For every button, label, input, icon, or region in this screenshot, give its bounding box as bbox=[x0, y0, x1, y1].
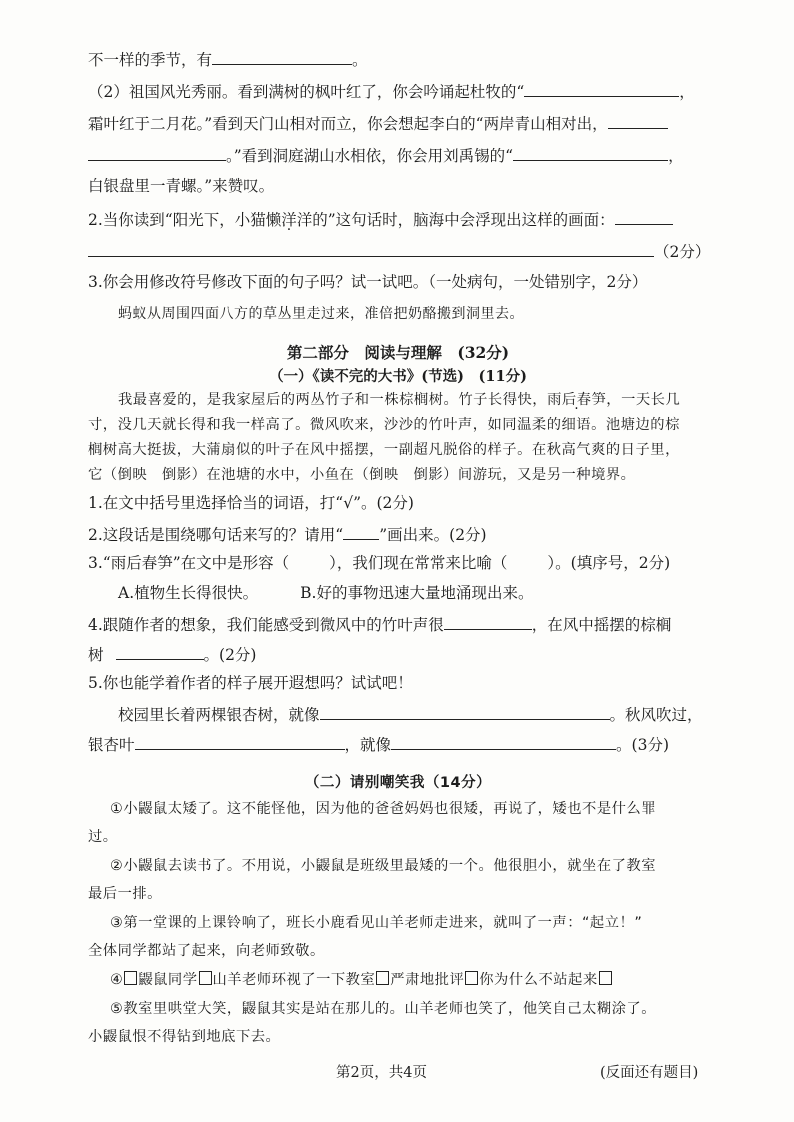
text: 蚂蚁从周围四面八方的草丛里走过来，准倍把奶酪搬到洞里去。 bbox=[118, 306, 524, 322]
story-para-2 bbox=[110, 855, 710, 877]
text: 。 bbox=[352, 51, 368, 69]
text: ”画出来。(2分) bbox=[379, 526, 487, 544]
underline-sample bbox=[343, 522, 379, 540]
text: 山羊老师环视了一下教室 bbox=[212, 972, 376, 988]
text: 5.你也能学着作者的样子展开遐想吗？试试吧！ bbox=[88, 674, 413, 692]
answer-blank[interactable] bbox=[88, 143, 226, 161]
text: 第二部分 阅读与理解 (32分) bbox=[286, 343, 510, 362]
story-para-1-cont bbox=[88, 826, 708, 848]
option-b: B.好的事物迅速大量地涌现出来。 bbox=[300, 584, 534, 602]
answer-blank[interactable] bbox=[116, 642, 204, 660]
option-a: A.植物生长得很快。 bbox=[118, 584, 259, 602]
text: 。(2分) bbox=[203, 646, 257, 664]
section1-title bbox=[88, 366, 708, 388]
punctuation-box[interactable] bbox=[124, 971, 137, 985]
story-para-2-cont bbox=[88, 883, 708, 905]
question-5-line-1 bbox=[118, 702, 708, 726]
story-para-3-cont bbox=[88, 940, 708, 962]
text: 的”这句话时，脑海中会浮现出这样的画面： bbox=[312, 211, 615, 229]
text: 榈树高大挺拔，大蒲扇似的叶子在风中摇摆，一副超凡脱俗的样子。在秋高气爽的日子里， bbox=[88, 442, 680, 458]
score: （2分） bbox=[654, 243, 711, 261]
text: 过。 bbox=[88, 829, 118, 845]
answer-blank[interactable] bbox=[391, 732, 616, 750]
question-1 bbox=[88, 492, 708, 514]
passage-line-2 bbox=[88, 414, 708, 436]
text: 。秋风吹过， bbox=[609, 706, 703, 724]
text: 最后一排。 bbox=[88, 886, 162, 902]
answer-blank[interactable] bbox=[524, 79, 679, 97]
text: ⑤教室里哄堂大笑，鼹鼠其实是站在那儿的。山羊老师也笑了，他笑自己太糊涂了。 bbox=[110, 1001, 657, 1017]
dotted-word: 雨后春笋 bbox=[547, 392, 607, 408]
text: 小鼹鼠恨不得钻到地底下去。 bbox=[88, 1029, 281, 1045]
text: 。”看到洞庭湖山水相依，你会用刘禹锡的“ bbox=[226, 147, 514, 165]
text: 你为什么不站起来 bbox=[479, 972, 598, 988]
answer-blank[interactable] bbox=[608, 111, 668, 129]
answer-blank[interactable] bbox=[135, 732, 345, 750]
answer-blank[interactable] bbox=[615, 207, 673, 225]
text: ②小鼹鼠去读书了。不用说，小鼹鼠是班级里最矮的一个。他很胆小，就坐在了教室 bbox=[110, 858, 657, 874]
text: ），我们现在常常来比喻（ bbox=[329, 554, 508, 572]
text: 鼹鼠同学 bbox=[138, 972, 198, 988]
passage-line-3 bbox=[88, 439, 708, 461]
answer-blank[interactable] bbox=[88, 239, 654, 257]
section2-title bbox=[88, 772, 708, 794]
line-liuyuxi bbox=[88, 143, 708, 167]
part2-title bbox=[88, 342, 708, 364]
text: 第2页，共4页 bbox=[336, 1065, 427, 1081]
text: 树 bbox=[88, 646, 104, 664]
text: 银杏叶 bbox=[88, 736, 135, 754]
text: ， bbox=[679, 83, 695, 101]
punctuation-box[interactable] bbox=[376, 971, 389, 985]
question-5-line-2 bbox=[88, 732, 708, 756]
text: （2）祖国风光秀丽。看到满树的枫叶红了，你会吟诵起杜牧的“ bbox=[88, 83, 525, 101]
story-para-1 bbox=[110, 798, 710, 820]
text: 它（倒映 倒影）在池塘的水中，小鱼在（倒映 倒影）间游玩，又是另一种境界。 bbox=[88, 467, 636, 483]
text: （一）《读不完的大书》(节选) (11分) bbox=[269, 368, 527, 385]
text: 校园里长着两棵银杏树，就像 bbox=[118, 706, 320, 724]
text: 白银盘里一青螺。”来赞叹。 bbox=[88, 177, 275, 195]
passage-line-1 bbox=[118, 389, 708, 411]
line-libai bbox=[88, 111, 708, 135]
line-zantan bbox=[88, 175, 708, 197]
question-4-cont bbox=[88, 642, 708, 666]
question-3-options bbox=[118, 582, 738, 604]
text: 2.当你读到“阳光下，小猫 bbox=[88, 211, 266, 229]
text: ①小鼹鼠太矮了。这不能怪他，因为他的爸爸妈妈也很矮，再说了，矮也不是什么罪 bbox=[110, 801, 657, 817]
dotted-word: 懒洋洋 bbox=[265, 211, 313, 229]
punctuation-box[interactable] bbox=[199, 971, 212, 985]
punctuation-box[interactable] bbox=[599, 971, 612, 985]
question-2-answer-line bbox=[88, 239, 711, 263]
story-para-5-cont bbox=[88, 1026, 708, 1048]
text: 3.你会用修改符号修改下面的句子吗？试一试吧。（一处病句，一处错别字，2分） bbox=[88, 273, 648, 291]
story-para-5 bbox=[110, 998, 710, 1020]
question-2 bbox=[88, 522, 708, 546]
passage-line-4 bbox=[88, 464, 708, 486]
question-5 bbox=[88, 672, 708, 694]
text: 1.在文中括号里选择恰当的词语，打“√”。(2分) bbox=[88, 494, 414, 512]
text: （二）请别嘲笑我（14分） bbox=[304, 775, 492, 791]
text: 3.“雨后春笋”在文中是形容（ bbox=[88, 554, 290, 572]
text: 不一样的季节，有 bbox=[88, 51, 213, 69]
text: ）。(填序号，2分) bbox=[547, 554, 671, 572]
reverse-side-note bbox=[600, 1062, 730, 1084]
punctuation-box[interactable] bbox=[465, 971, 478, 985]
page-number bbox=[336, 1062, 476, 1084]
question-3-revise bbox=[88, 271, 708, 293]
text: 严肃地批评 bbox=[390, 972, 465, 988]
text: ③第一堂课的上课铃响了，班长小鹿看见山羊老师走进来，就叫了一声：“起立！” bbox=[110, 915, 643, 931]
question-2-picture bbox=[88, 207, 708, 231]
text: 。(3分) bbox=[616, 736, 669, 754]
text: ，在风中摇摆的棕榈 bbox=[531, 616, 672, 634]
text: ④ bbox=[110, 972, 124, 988]
answer-blank[interactable] bbox=[444, 612, 532, 630]
question-4 bbox=[88, 612, 708, 636]
text: 4.跟随作者的想象，我们能感受到微风中的竹叶声很 bbox=[88, 616, 444, 634]
text: ， bbox=[668, 147, 684, 165]
answer-blank[interactable] bbox=[320, 702, 610, 720]
text: 霜叶红于二月花。”看到天门山相对而立，你会想起李白的“两岸青山相对出， bbox=[88, 115, 608, 133]
text: 寸，没几天就长得和我一样高了。微风吹来，沙沙的竹叶声，如同温柔的细语。池塘边的棕 bbox=[88, 417, 680, 433]
text: (反面还有题目) bbox=[600, 1065, 699, 1081]
answer-blank[interactable] bbox=[212, 47, 352, 65]
text: ，就像 bbox=[344, 736, 392, 754]
line-season bbox=[88, 47, 708, 71]
sentence-to-revise bbox=[118, 303, 738, 325]
question-3 bbox=[88, 552, 708, 574]
text: ，一天长几 bbox=[606, 392, 681, 408]
story-para-4-punctuation bbox=[110, 969, 710, 991]
story-para-3 bbox=[110, 912, 710, 934]
answer-blank[interactable] bbox=[513, 143, 668, 161]
text: 全体同学都站了起来，向老师致敬。 bbox=[88, 943, 325, 959]
line-dumu bbox=[88, 79, 708, 103]
text: 我最喜爱的，是我家屋后的两丛竹子和一株棕榈树。竹子长得快， bbox=[118, 392, 548, 408]
text: 2.这段话是围绕哪句话来写的？请用“ bbox=[88, 526, 344, 544]
